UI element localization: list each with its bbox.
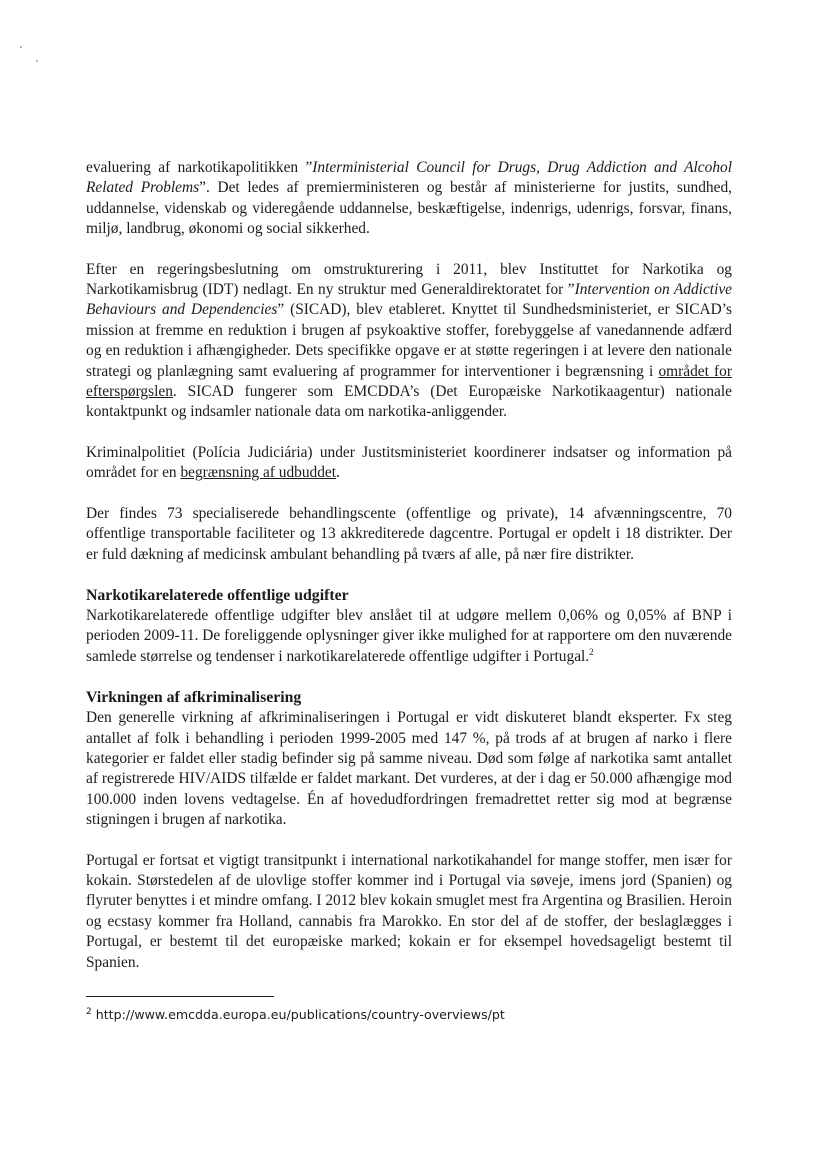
heading-decriminalisation: Virkningen af afkriminalisering bbox=[86, 689, 302, 707]
footnote-separator bbox=[86, 996, 274, 997]
paragraph-transit: Portugal er fortsat et vigtigt transitpunkt i international narkotikahandel for mange stoffer, men især for kokain. Størstedelen af de ulovlige stoffer kommer ind i Portugal via søveje, imens jord (Spanien) og flyruter benyttes i et mindre omfang. I 2012 blev kokain smuglet mest fra Argentina og Brasilien. Heroin og ecstasy kommer fra Holland, cannabis fra Marokko. En stor del af de stoffer, der beslaglægges i Portugal, er bestemt til det europæiske marked; kokain er for eksempel hovedsageligt bestemt til Spanien. bbox=[86, 851, 732, 971]
scan-speck bbox=[36, 60, 38, 62]
scan-speck bbox=[20, 46, 22, 48]
footnote-url: http://www.emcdda.europa.eu/publications/country-overviews/pt bbox=[91, 1007, 505, 1022]
paragraph-treatment-centres: Der findes 73 specialiserede behandlingscente (offentlige og private), 14 afvænningscentre, 70 offentlige transportable faciliteter og 13 akkrediterede dagcentre. Portugal er opdelt i 18 distrikter. Der er fuld dækning af medicinsk ambulant behandling på tværs af alle, på nær fire distrikter. bbox=[86, 504, 732, 563]
footnote-ref: 2 bbox=[589, 646, 594, 657]
sicad-name: Intervention on Addictive Behaviours and Dependencies bbox=[86, 281, 733, 319]
paragraph-judicial-police: Kriminalpolitiet (Polícia Judiciária) under Justitsministeriet koordinerer indsatser og information på området for en begrænsning af udbuddet. bbox=[86, 443, 732, 482]
heading-public-expenditure: Narkotikarelaterede offentlige udgifter bbox=[86, 586, 349, 604]
footnote-number: 2 bbox=[86, 1006, 92, 1017]
document-body bbox=[86, 158, 732, 993]
demand-reduction-term: området for efterspørgslen bbox=[86, 362, 733, 401]
council-name: Interministerial Council for Drugs, Drug Addiction and Alcohol Related Problems bbox=[86, 159, 732, 197]
paragraph-policy-council: evaluering af narkotikapolitikken ”Interministerial Council for Drugs, Drug Addiction and Alcohol Related Problems”. Det ledes af premierministeren og består af ministerierne for justits, sundhed, uddannelse, videnskab og videregående uddannelse, beskæftigelse, indenrigs, udenrigs, forsvar, finans, miljø, landbrug, økonomi og social sikkerhed. bbox=[86, 159, 732, 238]
paragraph-decriminalisation: Den generelle virkning af afkriminaliseringen i Portugal er vidt diskuteret blandt eksperter. Fx steg antallet af folk i behandling i perioden 1999-2005 med 147 %, på trods af at brugen af narko i flere kategorier er faldet eller stadig befinder sig på samme niveau. Død som følge af narkotika samt antallet af registrerede HIV/AIDS tilfælde er faldet markant. Det vurderes, at der i dag er 50.000 afhængige mod 100.000 inden lovens vedtagelse. Én af hovedudfordringen fremadrettet retter sig mod at begrænse stigningen i brugen af narkotika. bbox=[86, 709, 732, 829]
paragraph-public-expenditure: Narkotikarelaterede offentlige udgifter blev anslået til at udgøre mellem 0,06% og 0,05% af BNP i perioden 2009-11. De foreliggende oplysninger giver ikke mulighed for at rapportere om den nuværende samlede størrelse og tendenser i narkotikarelaterede offentlige udgifter i Portugal.$^2$ bbox=[86, 606, 732, 665]
paragraph-sicad: Efter en regeringsbeslutning om omstrukturering i 2011, blev Instituttet for Narkotika og Narkotikamisbrug (IDT) nedlagt. En ny struktur med Generaldirektoratet for ”Intervention on Addictive Behaviours and Dependencies” (SICAD), blev etableret. Knyttet til Sundhedsministeriet, er SICAD’s mission at fremme en reduktion i brugen af psykoaktive stoffer, forebyggelse af vanedannende adfærd og en reduktion i afhængigheder. Dets specifikke opgave er at støtte regeringen i at levere den nationale strategi og planlægning samt evaluering af programmer for interventioner i begrænsning i området for efterspørgslen. SICAD fungerer som EMCDDA’s (Det Europæiske Narkotikaagentur) nationale kontaktpunkt og indsamler nationale data om narkotika-anliggender. bbox=[86, 260, 733, 421]
footnote bbox=[86, 1006, 732, 1024]
supply-reduction-term: begrænsning af udbuddet bbox=[180, 464, 337, 482]
